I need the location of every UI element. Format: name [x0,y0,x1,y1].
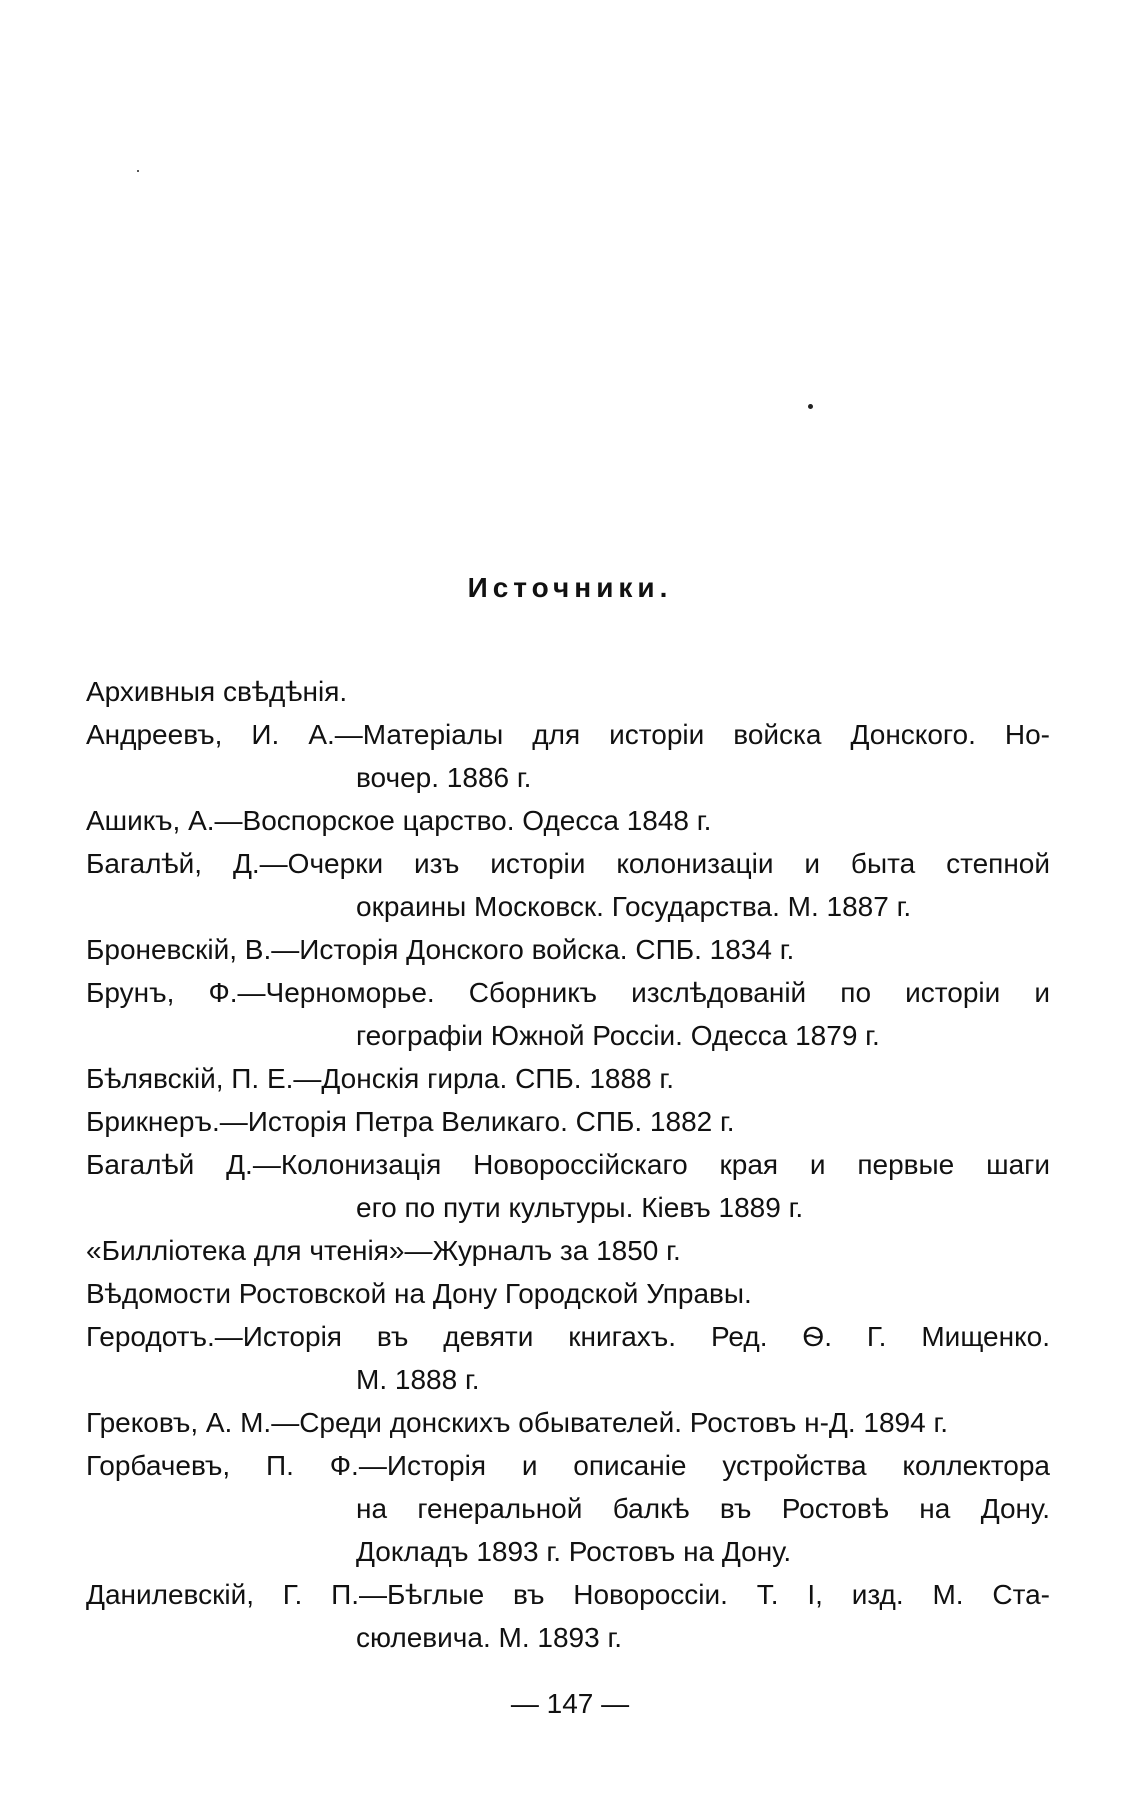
source-entry [86,1057,1050,1100]
source-entry-line: Андреевъ, И. А.—Матеріалы для исторіи войска Донского. Но- [86,719,1050,750]
source-entry-line: Данилевскій, Г. П.—Бѣглые въ Новороссіи. Т. I, изд. М. Ста- [86,1579,1050,1610]
source-entry-line: Вѣдомости Ростовской на Дону Городской Управы. [86,1278,752,1309]
source-entry [86,1315,1050,1401]
source-entry-continuation: его по пути культуры. Кіевъ 1889 г. [356,1192,804,1223]
source-entry-line: Бѣлявскій, П. Е.—Донскія гирла. СПБ. 1888 г. [86,1063,674,1094]
source-entry [86,1272,1050,1315]
source-entry-line: Брикнеръ.—Исторія Петра Великаго. СПБ. 1882 г. [86,1106,735,1137]
source-entry-continuation: сюлевича. М. 1893 г. [356,1622,623,1653]
source-entry-line: Горбачевъ, П. Ф.—Исторія и описаніе устройства коллектора [86,1450,1050,1481]
source-entry-line: Брунъ, Ф.—Черноморье. Сборникъ изслѣдованій по исторіи и [86,977,1050,1008]
source-entry [86,799,1050,842]
print-speck [137,170,139,172]
source-entry [86,713,1050,799]
source-entry-line: Броневскій, В.—Исторія Донского войска. СПБ. 1834 г. [86,934,795,965]
source-entry-line: Багалѣй, Д.—Очерки изъ исторіи колонизаціи и быта степной [86,848,1050,879]
source-entry-line: Геродотъ.—Исторія въ девяти книгахъ. Ред. Ѳ. Г. Мищенко. [86,1321,1050,1352]
source-entry-line: Грековъ, А. М.—Среди донскихъ обывателей. Ростовъ н-Д. 1894 г. [86,1407,949,1438]
source-entry-continuation: окраины Московск. Государства. М. 1887 г. [356,891,912,922]
source-entry-continuation: географіи Южной Россіи. Одесса 1879 г. [356,1020,880,1051]
source-entry-continuation: на генеральной балкѣ въ Ростовѣ на Дону. [356,1493,1050,1524]
source-entry [86,1143,1050,1229]
source-entry-line: «Билліотека для чтенія»—Журналъ за 1850 г. [86,1235,681,1266]
sources-list [86,670,1050,1659]
source-entry [86,670,1050,713]
print-speck [808,404,813,409]
source-entry [86,1573,1050,1659]
source-entry-line: Багалѣй Д.—Колонизація Новороссійскаго края и первые шаги [86,1149,1050,1180]
source-entry-continuation: М. 1888 г. [356,1364,480,1395]
source-entry [86,971,1050,1057]
source-entry [86,1401,1050,1444]
page-number: — 147 — [510,1688,630,1719]
source-entry-continuation: вочер. 1886 г. [356,762,532,793]
source-entry-line: Ашикъ, А.—Воспорское царство. Одесса 1848 г. [86,805,712,836]
source-entry [86,1444,1050,1573]
source-entry-continuation: Докладъ 1893 г. Ростовъ на Дону. [356,1536,792,1567]
section-title: Источники. [467,572,673,603]
source-entry [86,928,1050,971]
source-entry-line: Архивныя свѣдѣнія. [86,676,348,707]
source-entry [86,1229,1050,1272]
source-entry [86,1100,1050,1143]
source-entry [86,842,1050,928]
